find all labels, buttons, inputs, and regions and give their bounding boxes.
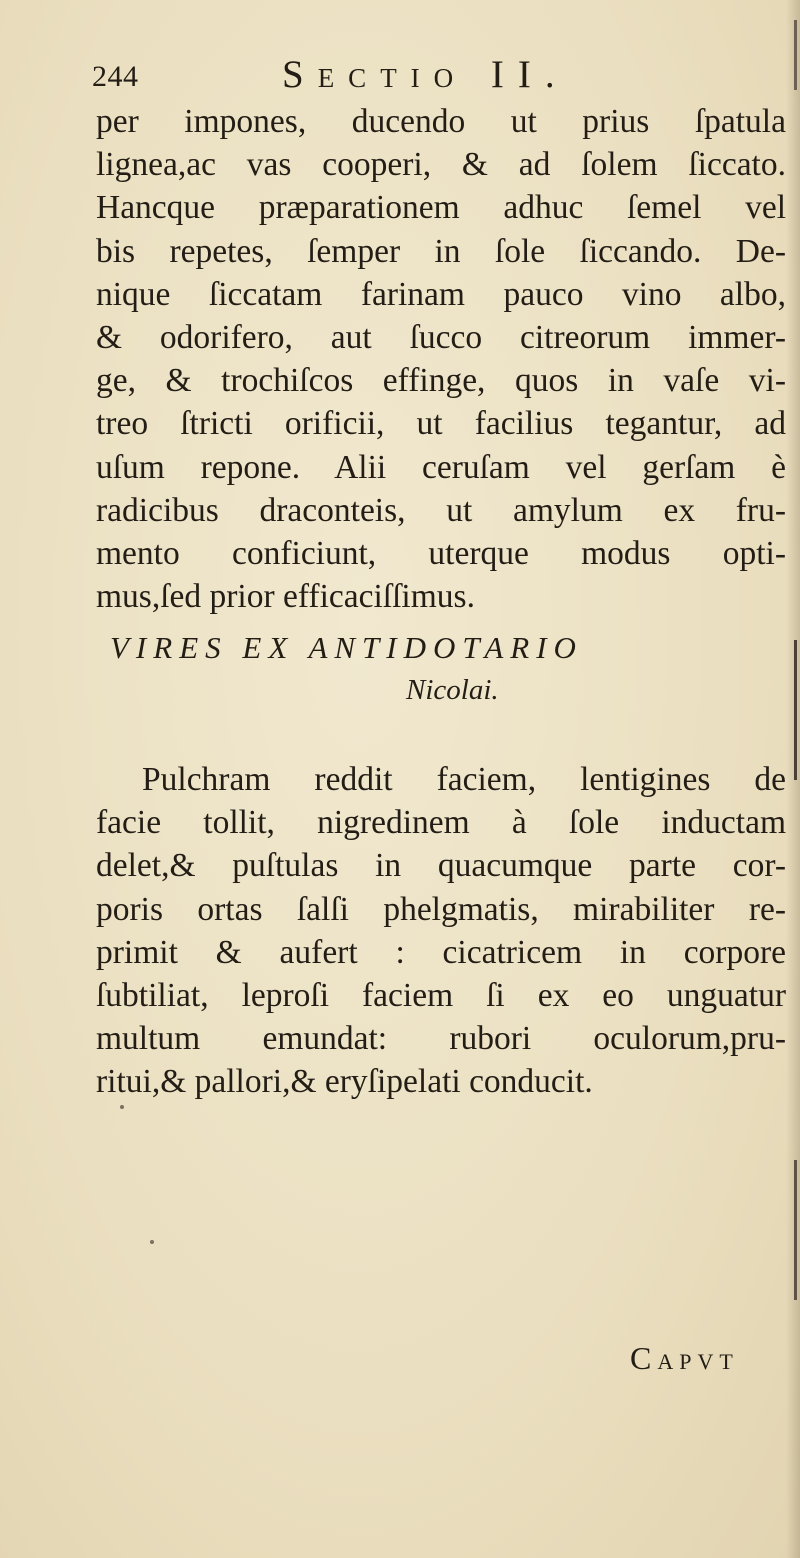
ink-speck xyxy=(150,1240,154,1244)
page-edge-mark xyxy=(794,20,797,90)
text-line: ritui,& pallori,& eryſipelati conducit. xyxy=(96,1063,593,1101)
section-title: Sectio II. xyxy=(282,53,569,96)
paragraph-recipe xyxy=(96,100,786,618)
text-line: & odorifero, aut ſucco citreorum immer- xyxy=(96,318,786,356)
text-line: ſubtiliat, leproſi faciem ſi ex eo unguatur xyxy=(96,976,786,1014)
text-line: radicibus draconteis, ut amylum ex fru- xyxy=(96,491,786,529)
text-line: mus,ſed prior efficaciſſimus. xyxy=(96,578,475,616)
text-line: multum emundat: rubori oculorum,pru- xyxy=(96,1020,786,1058)
text-line: primit & aufert : cicatricem in corpore xyxy=(96,933,786,971)
text-line: lignea,ac vas cooperi, & ad ſolem ſiccato. xyxy=(96,146,786,184)
paragraph-virtues xyxy=(96,758,786,1104)
text-line: bis repetes, ſemper in ſole ſiccando. De- xyxy=(96,232,786,270)
page-number: 244 xyxy=(92,60,139,93)
text-line: uſum repone. Alii ceruſam vel gerſam è xyxy=(96,448,786,486)
page-edge-mark xyxy=(794,1160,797,1300)
section-heading xyxy=(110,630,750,714)
page-edge-mark xyxy=(794,640,797,780)
page-edge-shadow xyxy=(786,0,800,1558)
catchword: Capvt xyxy=(630,1340,739,1376)
text-line: poris ortas ſalſi phelgmatis, mirabiliter re- xyxy=(96,890,786,928)
running-head xyxy=(84,52,744,98)
text-line: Pulchram reddit faciem, lentigines de xyxy=(142,761,786,798)
text-line: Hancque præparationem adhuc ſemel vel xyxy=(96,189,786,227)
text-line: ge, & trochiſcos effinge, quos in vaſe vi- xyxy=(96,362,786,400)
text-line: per impones, ducendo ut prius ſpatula xyxy=(96,103,786,140)
heading-sub: Nicolai. xyxy=(406,674,499,706)
ink-speck xyxy=(120,1105,124,1109)
text-line: delet,& puſtulas in quacumque parte cor- xyxy=(96,847,786,885)
text-line: treo ſtricti orificii, ut facilius tegantur, ad xyxy=(96,405,786,443)
text-line: nique ſiccatam farinam pauco vino albo, xyxy=(96,275,786,313)
text-line: facie tollit, nigredinem à ſole inductam xyxy=(96,804,786,842)
heading-main: VIRES EX ANTIDOTARIO xyxy=(110,630,583,665)
text-line: mento conficiunt, uterque modus opti- xyxy=(96,534,786,572)
